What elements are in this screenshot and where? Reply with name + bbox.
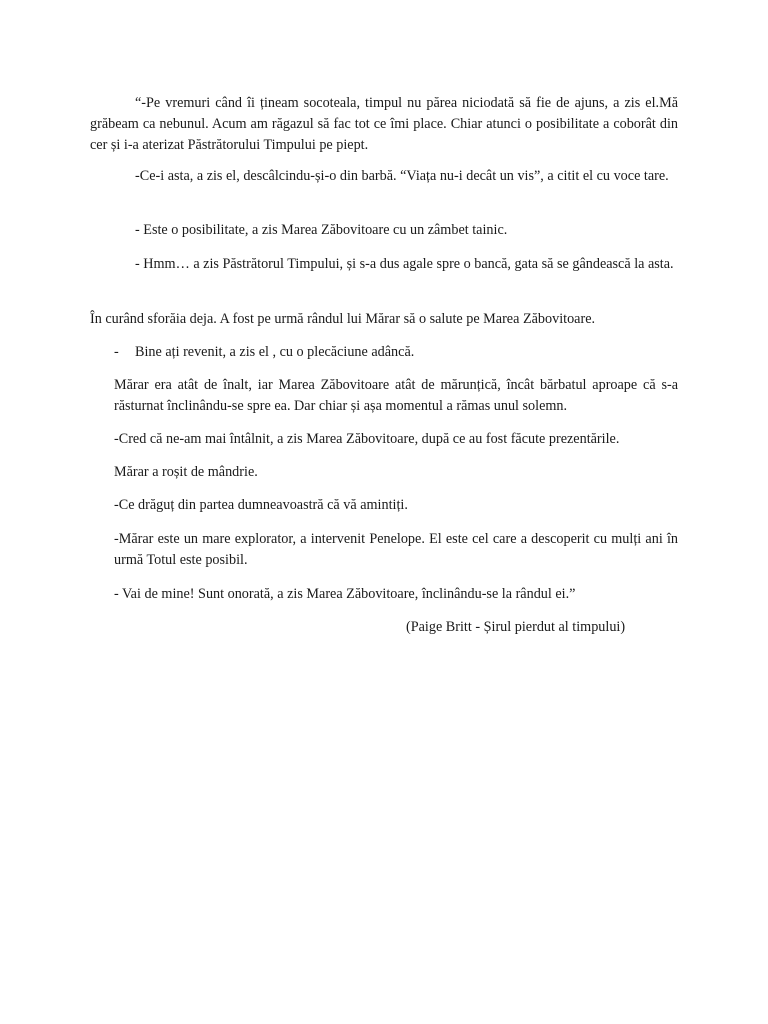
paragraph: -Ce drăguț din partea dumneavoastră că vă amintiți. — [114, 497, 408, 513]
paragraph: “-Pe vremuri când îi țineam socoteala, timpul nu părea niciodată să fie de ajuns, a zis el.Mă grăbeam ca nebunul. Acum am răgazul să fac tot ce îmi place. Chiar atunci o posibilitate a coborât din cer și i-a aterizat Păstrătorului Timpului pe piept. — [90, 95, 678, 153]
bullet-item — [114, 342, 678, 363]
paragraph: - Este o posibilitate, a zis Marea Zăbovitoare cu un zâmbet tainic. — [135, 222, 508, 238]
citation: (Paige Britt - Șirul pierdut al timpului) — [406, 619, 626, 635]
bullet-marker: - — [114, 344, 119, 360]
paragraph: -Ce-i asta, a zis el, descâlcindu-și-o din barbă. “Viața nu-i decât un vis”, a citit el cu voce tare. — [135, 168, 669, 184]
bullet-text: Bine ați revenit, a zis el , cu o plecăciune adâncă. — [135, 344, 415, 360]
paragraph: Mărar era atât de înalt, iar Marea Zăbovitoare atât de mărunțică, încât bărbatul aproape că s-a răsturnat înclinându-se spre ea. Dar chiar și așa momentul a rămas unul solemn. — [114, 377, 678, 414]
paragraph: - Hmm… a zis Păstrătorul Timpului, și s-a dus agale spre o bancă, gata să se gândească la asta. — [135, 256, 674, 272]
paragraph: Mărar a roșit de mândrie. — [114, 464, 258, 480]
paragraph: - Vai de mine! Sunt onorată, a zis Marea Zăbovitoare, înclinându-se la rândul ei.” — [114, 586, 576, 602]
paragraph: -Cred că ne-am mai întâlnit, a zis Marea Zăbovitoare, după ce au fost făcute prezentările. — [114, 431, 620, 447]
paragraph: -Mărar este un mare explorator, a intervenit Penelope. El este cel care a descoperit cu mulți ani în urmă Totul este posibil. — [114, 531, 678, 568]
paragraph: În curând sforăia deja. A fost pe urmă rândul lui Mărar să o salute pe Marea Zăbovitoare. — [90, 311, 596, 327]
